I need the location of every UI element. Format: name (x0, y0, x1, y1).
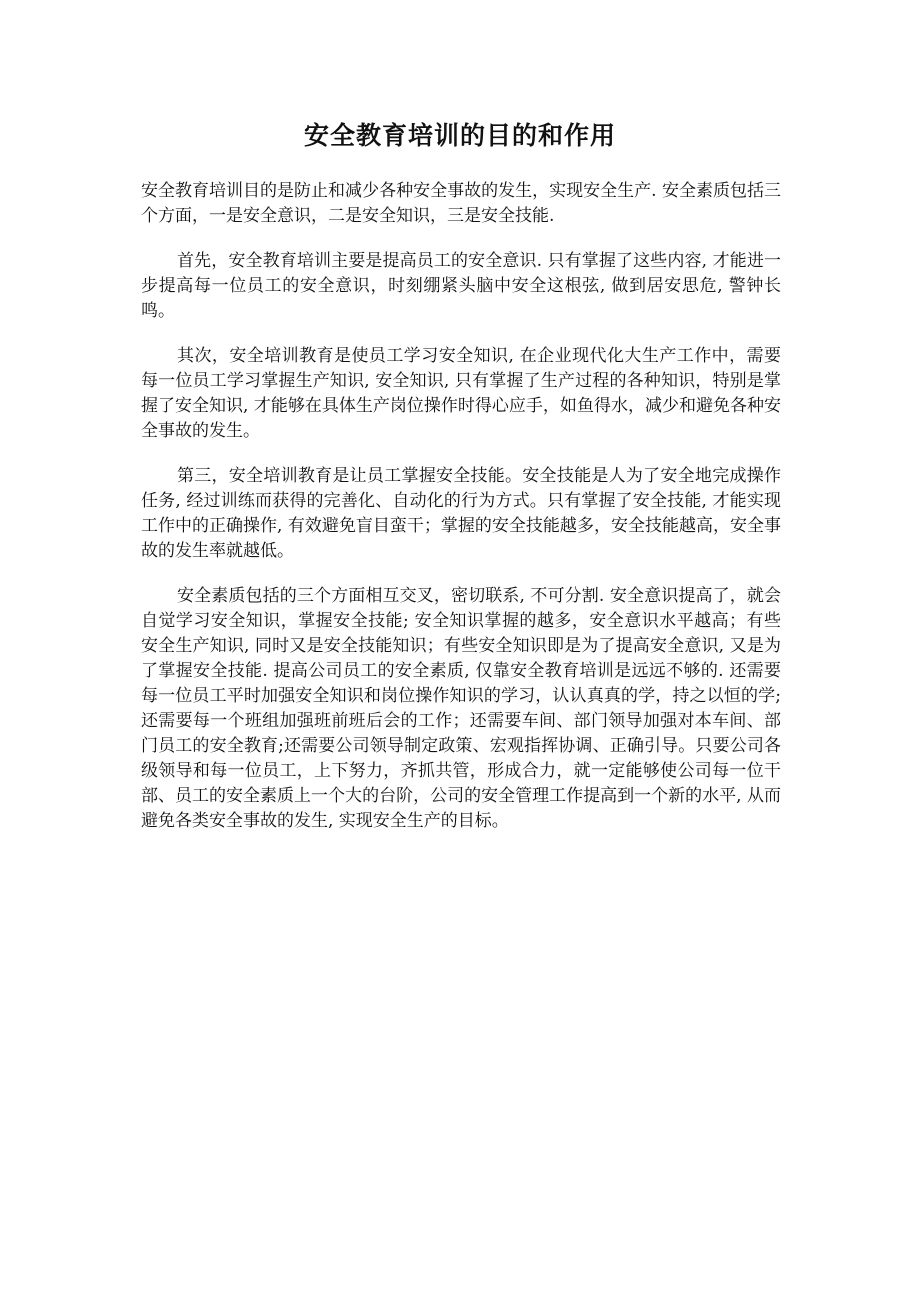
paragraph-second: 其次，安全培训教育是使员工学习安全知识, 在企业现代化大生产工作中，需要每一位员工学习掌握生产知识, 安全知识, 只有掌握了生产过程的各种知识，特别是掌握了安全知识, 才能够在具体生产岗位操作时得心应手，如鱼得水，减少和避免各种安全事故的发生。 (141, 346, 781, 441)
document-body (141, 179, 781, 854)
paragraph-third: 第三，安全培训教育是让员工掌握安全技能。安全技能是人为了安全地完成操作任务, 经过训练而获得的完善化、自动化的行为方式。只有掌握了安全技能, 才能实现工作中的正确操作, 有效避免盲目蛮干；掌握的安全技能越多，安全技能越高，安全事故的发生率就越低。 (141, 466, 781, 561)
document-title: 安全教育培训的目的和作用 (303, 121, 616, 150)
paragraph-first: 首先，安全教育培训主要是提高员工的安全意识. 只有掌握了这些内容, 才能进一步提高每一位员工的安全意识，时刻绷紧头脑中安全这根弦, 做到居安思危, 警钟长鸣。 (141, 251, 781, 321)
paragraph-intro: 安全教育培训目的是防止和减少各种安全事故的发生，实现安全生产. 安全素质包括三个方面，一是安全意识，二是安全知识，三是安全技能. (141, 181, 781, 226)
paragraph-summary: 安全素质包括的三个方面相互交叉，密切联系, 不可分割. 安全意识提高了，就会自觉学习安全知识，掌握安全技能; 安全知识掌握的越多，安全意识水平越高；有些安全生产知识, 同时又是安全技能知识；有些安全知识即是为了提高安全意识, 又是为了掌握安全技能. 提高公司员工的安全素质, 仅靠安全教育培训是远远不够的. 还需要每一位员工平时加强安全知识和岗位操作知识的学习，认认真真的学，持之以恒的学;还需要每一个班组加强班前班后会的工作；还需要车间、部门领导加强对本车间、部门员工的安全教育;还需要公司领导制定政策、宏观指挥协调、正确引导。只要公司各级领导和每一位员工，上下努力，齐抓共管，形成合力，就一定能够使公司每一位干部、员工的安全素质上一个大的台阶，公司的安全管理工作提高到一个新的水平, 从而避免各类安全事故的发生, 实现安全生产的目标。 (141, 586, 781, 831)
